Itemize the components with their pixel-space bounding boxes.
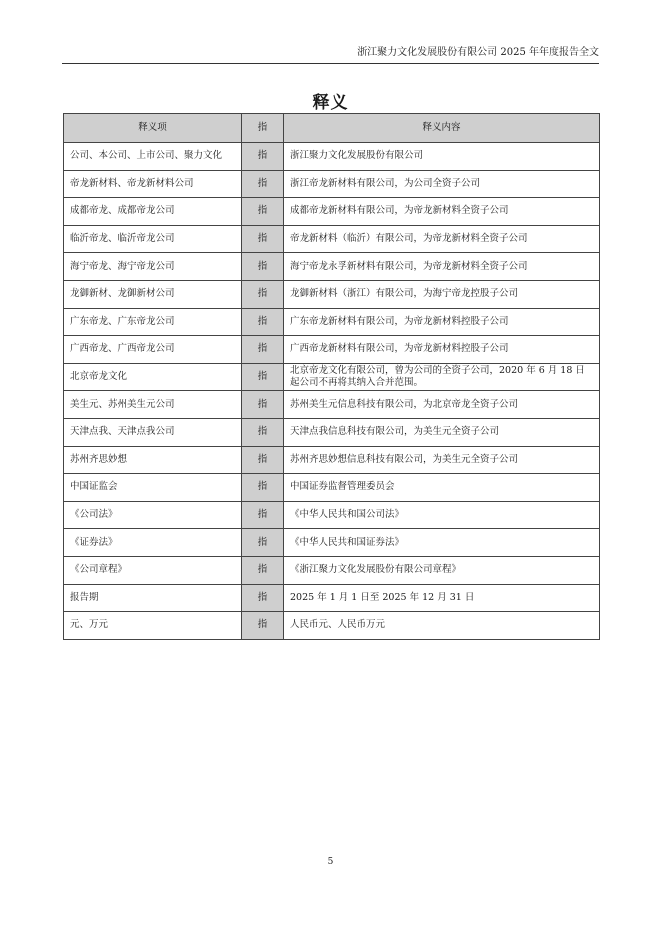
column-header-term: 释义项	[64, 114, 242, 143]
definition-cell: 浙江帝龙新材料有限公司，为公司全资子公司	[284, 170, 600, 198]
table-row	[64, 556, 600, 584]
term-cell: 天津点我、天津点我公司	[64, 418, 242, 446]
mid-cell: 指	[242, 143, 284, 171]
term-cell: 公司、本公司、上市公司、聚力文化	[64, 143, 242, 171]
definition-cell: 《中华人民共和国公司法》	[284, 501, 600, 529]
mid-cell: 指	[242, 253, 284, 281]
table-row	[64, 474, 600, 502]
term-cell: 海宁帝龙、海宁帝龙公司	[64, 253, 242, 281]
mid-cell: 指	[242, 391, 284, 419]
definition-cell: 帝龙新材料（临沂）有限公司，为帝龙新材料全资子公司	[284, 225, 600, 253]
table-row	[64, 253, 600, 281]
definition-cell: 广东帝龙新材料有限公司，为帝龙新材料控股子公司	[284, 308, 600, 336]
mid-cell: 指	[242, 501, 284, 529]
mid-cell: 指	[242, 474, 284, 502]
mid-cell: 指	[242, 446, 284, 474]
page-header: 浙江聚力文化发展股份有限公司 2025 年年度报告全文	[357, 47, 599, 58]
term-cell: 帝龙新材料、帝龙新材料公司	[64, 170, 242, 198]
mid-cell: 指	[242, 280, 284, 308]
mid-cell: 指	[242, 584, 284, 612]
header-rule	[62, 63, 599, 64]
definition-cell: 2025 年 1 月 1 日至 2025 年 12 月 31 日	[284, 584, 600, 612]
definition-cell: 苏州美生元信息科技有限公司，为北京帝龙全资子公司	[284, 391, 600, 419]
table-row	[64, 308, 600, 336]
term-cell: 临沂帝龙、临沂帝龙公司	[64, 225, 242, 253]
table-row	[64, 363, 600, 391]
mid-cell: 指	[242, 363, 284, 391]
term-cell: 广东帝龙、广东帝龙公司	[64, 308, 242, 336]
table-row	[64, 391, 600, 419]
term-cell: 元、万元	[64, 612, 242, 640]
term-cell: 《公司章程》	[64, 556, 242, 584]
mid-cell: 指	[242, 198, 284, 226]
definition-cell: 苏州齐思妙想信息科技有限公司，为美生元全资子公司	[284, 446, 600, 474]
definition-cell: 浙江聚力文化发展股份有限公司	[284, 143, 600, 171]
table-row	[64, 280, 600, 308]
mid-cell: 指	[242, 556, 284, 584]
mid-cell: 指	[242, 170, 284, 198]
definition-cell: 海宁帝龙永孚新材料有限公司，为帝龙新材料全资子公司	[284, 253, 600, 281]
mid-cell: 指	[242, 225, 284, 253]
column-header-definition: 释义内容	[284, 114, 600, 143]
table-row	[64, 336, 600, 364]
definition-cell: 天津点我信息科技有限公司，为美生元全资子公司	[284, 418, 600, 446]
term-cell: 中国证监会	[64, 474, 242, 502]
term-cell: 报告期	[64, 584, 242, 612]
table-row	[64, 612, 600, 640]
definition-cell: 龙御新材料（浙江）有限公司，为海宁帝龙控股子公司	[284, 280, 600, 308]
page-number: 5	[327, 857, 334, 867]
column-header-mid: 指	[242, 114, 284, 143]
mid-cell: 指	[242, 418, 284, 446]
table-header-row	[64, 114, 600, 143]
term-cell: 《证券法》	[64, 529, 242, 557]
table-row	[64, 418, 600, 446]
term-cell: 北京帝龙文化	[64, 363, 242, 391]
term-cell: 龙御新材、龙御新材公司	[64, 280, 242, 308]
mid-cell: 指	[242, 336, 284, 364]
term-cell: 广西帝龙、广西帝龙公司	[64, 336, 242, 364]
table-row	[64, 501, 600, 529]
mid-cell: 指	[242, 308, 284, 336]
term-cell: 美生元、苏州美生元公司	[64, 391, 242, 419]
page-title: 释义	[312, 93, 349, 113]
table-row	[64, 198, 600, 226]
definition-cell: 北京帝龙文化有限公司，曾为公司的全资子公司，2020 年 6 月 18 日起公司不再将其纳入合并范围。	[284, 363, 600, 391]
definition-cell: 《浙江聚力文化发展股份有限公司章程》	[284, 556, 600, 584]
table-row	[64, 529, 600, 557]
table-row	[64, 170, 600, 198]
definition-cell: 中国证券监督管理委员会	[284, 474, 600, 502]
term-cell: 苏州齐思妙想	[64, 446, 242, 474]
table-row	[64, 225, 600, 253]
definition-cell: 《中华人民共和国证券法》	[284, 529, 600, 557]
table-row	[64, 143, 600, 171]
table-row	[64, 446, 600, 474]
definition-cell: 成都帝龙新材料有限公司，为帝龙新材料全资子公司	[284, 198, 600, 226]
term-cell: 成都帝龙、成都帝龙公司	[64, 198, 242, 226]
definition-cell: 人民币元、人民币万元	[284, 612, 600, 640]
table-row	[64, 584, 600, 612]
glossary-table	[63, 113, 600, 640]
mid-cell: 指	[242, 529, 284, 557]
mid-cell: 指	[242, 612, 284, 640]
term-cell: 《公司法》	[64, 501, 242, 529]
definition-cell: 广西帝龙新材料有限公司，为帝龙新材料控股子公司	[284, 336, 600, 364]
